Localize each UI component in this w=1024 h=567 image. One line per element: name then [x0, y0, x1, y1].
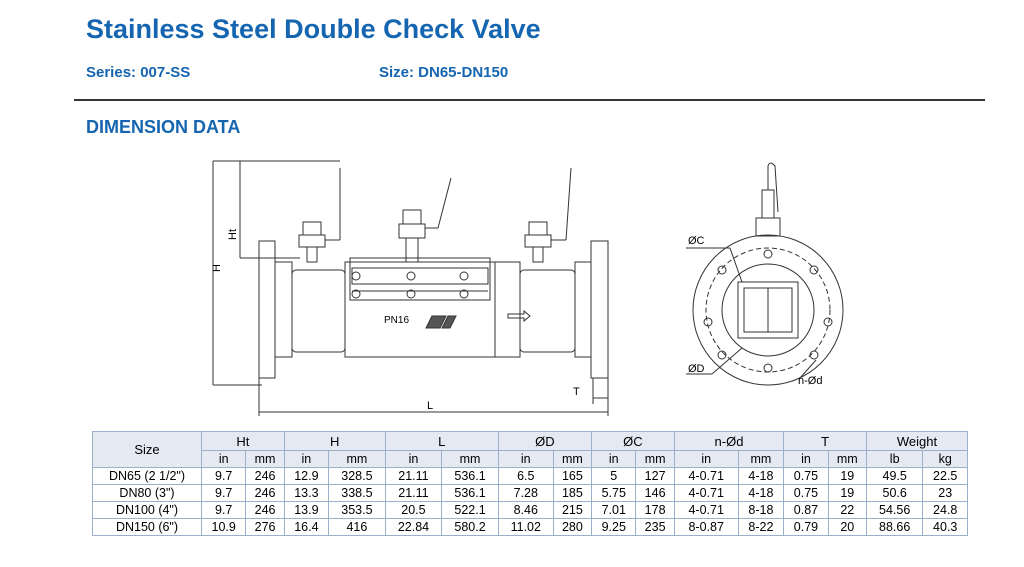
page-title: Stainless Steel Double Check Valve — [86, 14, 541, 44]
group-header: H — [284, 432, 385, 451]
table-cell: 536.1 — [442, 468, 499, 485]
table-cell: 235 — [636, 519, 674, 536]
table-cell: 8.46 — [498, 502, 553, 519]
size-cell: DN100 (4") — [93, 502, 202, 519]
table-cell: 7.01 — [592, 502, 636, 519]
group-header: ØD — [498, 432, 591, 451]
unit-header: lb — [866, 451, 923, 468]
size-cell: DN80 (3") — [93, 485, 202, 502]
dimension-table — [92, 431, 968, 536]
size-cell: DN65 (2 1/2") — [93, 468, 202, 485]
unit-header: mm — [442, 451, 499, 468]
table-cell: 19 — [828, 485, 866, 502]
size-header: Size — [93, 432, 202, 468]
unit-header: in — [498, 451, 553, 468]
unit-header: mm — [246, 451, 284, 468]
table-cell: 215 — [553, 502, 591, 519]
table-row — [93, 468, 968, 485]
table-cell: 22 — [828, 502, 866, 519]
table-cell: 13.9 — [284, 502, 328, 519]
table-cell: 8-22 — [738, 519, 784, 536]
size-label: Size: DN65-DN150 — [379, 64, 509, 81]
table-cell: 22.84 — [385, 519, 442, 536]
unit-header: mm — [738, 451, 784, 468]
table-cell: 338.5 — [329, 485, 386, 502]
table-cell: 328.5 — [329, 468, 386, 485]
table-cell: 4-18 — [738, 468, 784, 485]
table-cell: 185 — [553, 485, 591, 502]
table-cell: 23 — [923, 485, 968, 502]
nd-label: n-Ød — [798, 375, 823, 387]
table-cell: 21.11 — [385, 468, 442, 485]
group-header: Weight — [866, 432, 967, 451]
table-cell: 49.5 — [866, 468, 923, 485]
table-cell: 4-0.71 — [674, 485, 738, 502]
table-cell: 88.66 — [866, 519, 923, 536]
unit-header: mm — [329, 451, 386, 468]
t-label: T — [573, 386, 580, 398]
valve-side-view — [259, 168, 608, 378]
series-label: Series: 007-SS — [86, 64, 191, 81]
unit-header: mm — [553, 451, 591, 468]
table-cell: 165 — [553, 468, 591, 485]
table-cell: 6.5 — [498, 468, 553, 485]
table-cell: 50.6 — [866, 485, 923, 502]
unit-header: in — [284, 451, 328, 468]
table-cell: 12.9 — [284, 468, 328, 485]
unit-header: in — [674, 451, 738, 468]
group-header: T — [784, 432, 867, 451]
unit-header: in — [202, 451, 246, 468]
table-cell: 8-0.87 — [674, 519, 738, 536]
table-cell: 580.2 — [442, 519, 499, 536]
table-cell: 9.7 — [202, 502, 246, 519]
table-cell: 40.3 — [923, 519, 968, 536]
table-cell: 21.11 — [385, 485, 442, 502]
table-row — [93, 519, 968, 536]
table-cell: 536.1 — [442, 485, 499, 502]
table-cell: 0.87 — [784, 502, 828, 519]
valve-end-view — [686, 163, 843, 387]
table-cell: 246 — [246, 502, 284, 519]
table-cell: 9.7 — [202, 485, 246, 502]
unit-header-row — [93, 451, 968, 468]
table-cell: 127 — [636, 468, 674, 485]
table-cell: 0.79 — [784, 519, 828, 536]
table-cell: 24.8 — [923, 502, 968, 519]
table-cell: 22.5 — [923, 468, 968, 485]
table-cell: 353.5 — [329, 502, 386, 519]
table-cell: 246 — [246, 468, 284, 485]
unit-header: mm — [636, 451, 674, 468]
table-cell: 19 — [828, 468, 866, 485]
oc-label: ØC — [688, 235, 705, 247]
table-cell: 4-0.71 — [674, 502, 738, 519]
h-label: H — [211, 264, 223, 272]
table-cell: 0.75 — [784, 485, 828, 502]
table-cell: 178 — [636, 502, 674, 519]
table-row — [93, 502, 968, 519]
group-header: n-Ød — [674, 432, 783, 451]
table-cell: 5 — [592, 468, 636, 485]
table-cell: 0.75 — [784, 468, 828, 485]
unit-header: mm — [828, 451, 866, 468]
table-cell: 4-18 — [738, 485, 784, 502]
group-header-row — [93, 432, 968, 451]
length-dimensions — [259, 378, 608, 416]
l-label: L — [427, 400, 434, 412]
table-cell: 280 — [553, 519, 591, 536]
table-cell: 4-0.71 — [674, 468, 738, 485]
table-cell: 9.7 — [202, 468, 246, 485]
ht-label: Ht — [227, 229, 239, 240]
group-header: Ht — [202, 432, 285, 451]
unit-header: in — [592, 451, 636, 468]
unit-header: in — [784, 451, 828, 468]
pn-label: PN16 — [384, 315, 410, 326]
table-cell: 7.28 — [498, 485, 553, 502]
table-cell: 146 — [636, 485, 674, 502]
group-header: L — [385, 432, 498, 451]
table-cell: 16.4 — [284, 519, 328, 536]
unit-header: in — [385, 451, 442, 468]
table-row — [93, 485, 968, 502]
table-cell: 20.5 — [385, 502, 442, 519]
table-cell: 246 — [246, 485, 284, 502]
table-cell: 10.9 — [202, 519, 246, 536]
table-cell: 276 — [246, 519, 284, 536]
table-cell: 11.02 — [498, 519, 553, 536]
unit-header: kg — [923, 451, 968, 468]
table-cell: 8-18 — [738, 502, 784, 519]
table-cell: 5.75 — [592, 485, 636, 502]
group-header: ØC — [592, 432, 675, 451]
table-cell: 9.25 — [592, 519, 636, 536]
od-label: ØD — [688, 363, 705, 375]
table-cell: 13.3 — [284, 485, 328, 502]
table-cell: 416 — [329, 519, 386, 536]
table-cell: 20 — [828, 519, 866, 536]
table-cell: 54.56 — [866, 502, 923, 519]
size-cell: DN150 (6") — [93, 519, 202, 536]
section-title: DIMENSION DATA — [86, 117, 241, 137]
table-cell: 522.1 — [442, 502, 499, 519]
